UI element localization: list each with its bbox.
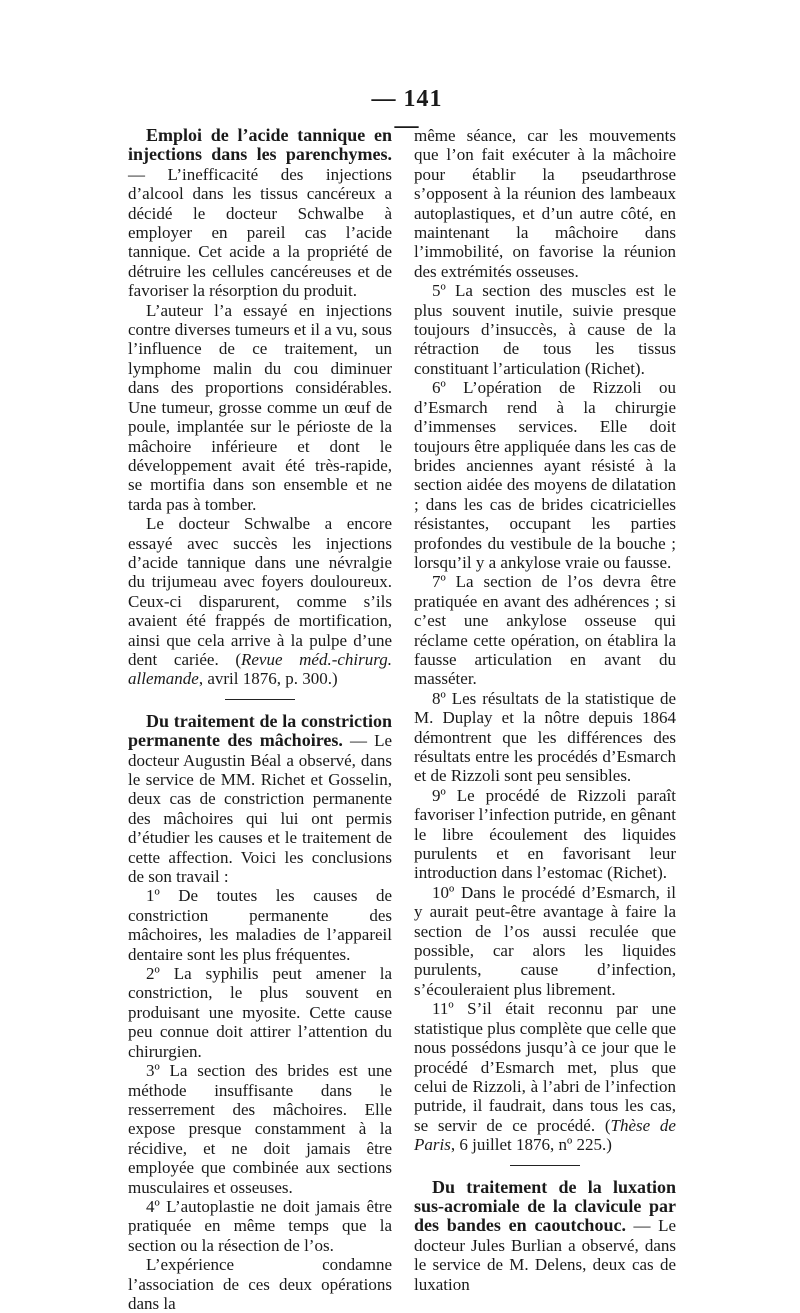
paragraph-text: — Le docteur Jules Burlian a observé, dans le service de M. Delens, deux cas de luxation: [414, 1216, 676, 1294]
section-divider: [225, 699, 295, 700]
paragraph: [128, 712, 392, 887]
paragraph-text: — Le docteur Augustin Béal a observé, dans le service de MM. Richet et Gosselin, deux cas de constriction permanente des mâchoires qui lui ont permis d’étudier les causes et le traitement de cette affection. Voici les conclusions de son travail :: [128, 731, 392, 887]
paragraph-text: 11º S’il était reconnu par une statistique plus complète que celle que nous possédons jusqu’à ce jour que le procédé d’Esmarch met, plus que celui de Rizzoli, à l’abri de l’infection putride, il faudrait, dans tous les cas, se servir de ce procédé. (: [414, 999, 677, 1135]
section-divider: [510, 1165, 580, 1166]
paragraph: 1º De toutes les causes de constriction permanente des mâchoires, les maladies de l’appareil dentaire sont les plus fréquentes.: [128, 886, 392, 964]
paragraph: 10º Dans le procédé d’Esmarch, il y aurait peut-être avantage à faire la section de l’os aussi reculée que possible, car alors les liquides purulents, cause d’infection, s’écouleraient plus librement.: [414, 882, 676, 999]
section-heading: Du traitement de la luxation sus-acromiale de la clavicule par des bandes en caoutchouc.: [414, 1176, 676, 1236]
paragraph: L’auteur l’a essayé en injections contre diverses tumeurs et il a vu, sous l’influence de ce traitement, un lymphome malin du cou diminuer dans des proportions considérables. Une tumeur, grosse comme un œuf de poule, implantée sur le périoste de la mâchoire inférieure et dont le développement avait été très-rapide, se mortifia dans son ensemble et ne tarda pas à tomber.: [128, 300, 392, 514]
citation: Revue méd.-chirurg. allemande: [128, 649, 392, 689]
paragraph: 8º Les résultats de la statistique de M. Duplay et la nôtre depuis 1864 démontrent que les différences des résultats entre les procédés d’Esmarch et de Rizzoli sont peu sensibles.: [414, 688, 676, 786]
citation: Thèse de Paris: [414, 1115, 676, 1155]
paragraph: [128, 126, 392, 301]
paragraph: L’expérience condamne l’association de ces deux opérations dans la: [128, 1255, 392, 1313]
paragraph: 4º L’autoplastie ne doit jamais être pratiquée en même temps que la section ou la résection de l’os.: [128, 1196, 392, 1255]
paragraph: [414, 999, 676, 1154]
paragraph: 7º La section de l’os devra être pratiquée en avant des adhérences ; si c’est une ankylose osseuse qui réclame cette opération, on établira la fausse articulation en avant du masséter.: [414, 572, 676, 689]
paragraph: [128, 514, 392, 689]
page-number: — 141 —: [371, 86, 443, 139]
section-heading: Du traitement de la constriction permanente des mâchoires.: [128, 710, 392, 751]
paragraph: 5º La section des muscles est le plus souvent inutile, suivie presque toujours d’insuccès, à cause de la rétraction de tous les tissus constituant l’articulation (Richet).: [414, 281, 676, 378]
left-column: [128, 126, 392, 1313]
right-column: [414, 126, 676, 1294]
paragraph-text: , avril 1876, p. 300.): [198, 669, 338, 689]
paragraph: 9º Le procédé de Rizzoli paraît favoriser l’infection putride, en gênant le libre écoulement des liquides purulents et en favorisant leur introduction dans l’estomac (Richet).: [414, 785, 676, 883]
paragraph: 3º La section des brides est une méthode insuffisante dans le resserrement des mâchoires. Elle expose presque constamment à la récidive, et ne doit jamais être employée que combinée aux sections musculaires et osseuses.: [128, 1061, 392, 1197]
paragraph: 6º L’opération de Rizzoli ou d’Esmarch rend à la chirurgie d’immenses services. Elle doit toujours être appliquée dans les cas de brides anciennes ayant résisté à la section aidée des moyens de dilatation ; dans les cas de brides cicatricielles résistantes, occupant les parties profondes du vestibule de la bouche ; lorsqu’il y a ankylose vraie ou fausse.: [414, 378, 676, 572]
paragraph: [414, 1178, 676, 1294]
paragraph: 2º La syphilis peut amener la constriction, le plus souvent en produisant une myosite. Cette cause peu connue doit attirer l’attention du chirurgien.: [128, 964, 392, 1061]
paragraph-text: Le docteur Schwalbe a encore essayé avec succès les injections d’acide tannique dans une névralgie du trijumeau avec foyers douloureux. Ceux-ci disparurent, comme s’ils avaient été frappés de mortification, ainsi que cela arrive à la pulpe d’une dent cariée. (: [128, 514, 392, 669]
paragraph-text: — L’inefficacité des injections d’alcool dans les tissus cancéreux a décidé le docteur Schwalbe à employer en pareil cas l’acide tannique. Cet acide a la propriété de détruire les cellules cancéreuses et de favoriser la résorption du produit.: [128, 164, 392, 301]
paragraph: même séance, car les mouvements que l’on fait exécuter à la mâchoire pour établir la pseudarthrose s’opposent à la réunion des lambeaux autoplastiques, et d’un autre côté, en maintenant la mâchoire dans l’immobilité, on favorise la réunion des extrémités osseuses.: [414, 126, 676, 281]
paragraph-text: , 6 juillet 1876, nº 225.): [450, 1135, 612, 1155]
section-heading: Emploi de l’acide tannique en injections dans les parenchymes.: [128, 125, 392, 165]
